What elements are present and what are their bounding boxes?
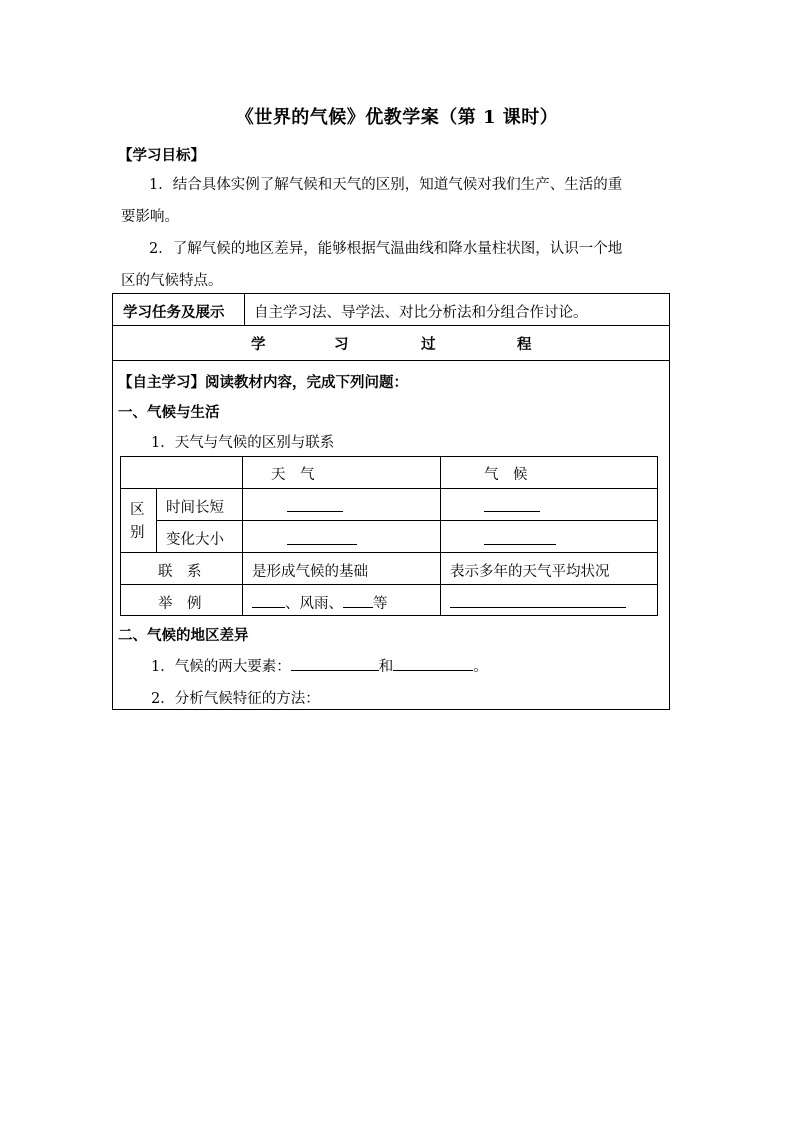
- inner-table-line: [657, 456, 658, 615]
- diff-label-char: 别: [130, 525, 145, 541]
- weather-time-blank[interactable]: [287, 497, 343, 516]
- link-weather: 是形成气候的基础: [252, 564, 368, 580]
- question-2: 2．分析气候特征的方法：: [151, 691, 320, 707]
- row-label-link: 联 系: [158, 564, 202, 580]
- process-char: 过: [421, 336, 436, 353]
- inner-table-line: [440, 456, 441, 615]
- climate-change-blank[interactable]: [484, 530, 556, 549]
- inner-table-line: [242, 456, 243, 615]
- goal-1: [121, 169, 673, 233]
- table-divider: [244, 293, 245, 325]
- climate-time-blank[interactable]: [484, 497, 540, 516]
- goal-1-line-2: 要影响。: [121, 209, 179, 225]
- col-header-weather: 天 气: [271, 467, 315, 483]
- question-1-mid: 和: [378, 659, 394, 675]
- table-divider: [112, 360, 670, 361]
- goal-1-line-1: 1．结合具体实例了解气候和天气的区别，知道气候对我们生产、生活的重: [149, 177, 623, 193]
- inner-table-line: [156, 520, 658, 521]
- goal-2-line-2: 区的气候特点。: [121, 273, 223, 289]
- table-divider: [112, 325, 670, 326]
- inner-table-line: [120, 456, 121, 615]
- section-1-heading: 一、气候与生活: [118, 404, 220, 421]
- weather-change-blank[interactable]: [287, 530, 357, 549]
- row-label-change: 变化大小: [166, 532, 224, 548]
- page-title: 《世界的气候》优教学案（第 1 课时）: [235, 107, 559, 128]
- inner-table-line: [156, 488, 157, 552]
- question-1-prefix: 1．气候的两大要素：: [151, 659, 291, 675]
- inner-table-line: [120, 584, 658, 585]
- answer-blank[interactable]: [393, 656, 473, 671]
- example-end: 等: [373, 596, 388, 612]
- section-2-heading: 二、气候的地区差异: [118, 627, 249, 644]
- task-label: 学习任务及展示: [123, 304, 225, 321]
- example-blank[interactable]: [252, 593, 285, 608]
- process-char: 学: [251, 336, 266, 353]
- inner-table-line: [120, 615, 658, 616]
- link-climate: 表示多年的天气平均状况: [450, 564, 610, 580]
- inner-table-line: [120, 552, 658, 553]
- diff-label-char: 区: [130, 502, 145, 518]
- example-text: 、风雨、: [285, 596, 343, 612]
- example-blank[interactable]: [343, 593, 373, 608]
- subsection-1: 1．天气与气候的区别与联系: [151, 435, 335, 451]
- goals-heading: 【学习目标】: [118, 147, 205, 164]
- question-1: [151, 655, 488, 676]
- example-weather: [252, 592, 388, 613]
- task-value: 自主学习法、导学法、对比分析法和分组合作讨论。: [254, 305, 588, 321]
- self-study-heading: 【自主学习】阅读教材内容，完成下列问题：: [118, 374, 408, 391]
- row-label-example: 举 例: [158, 596, 202, 612]
- goal-2: [121, 233, 673, 297]
- inner-table-line: [120, 456, 658, 457]
- row-label-time: 时间长短: [166, 500, 224, 516]
- question-1-end: 。: [473, 659, 488, 675]
- process-char: 程: [517, 336, 532, 353]
- inner-table-line: [120, 488, 658, 489]
- example-climate-blank[interactable]: [450, 593, 626, 612]
- answer-blank[interactable]: [291, 656, 379, 671]
- col-header-climate: 气 候: [484, 467, 528, 483]
- process-char: 习: [334, 336, 349, 353]
- goal-2-line-1: 2．了解气候的地区差异，能够根据气温曲线和降水量柱状图，认识一个地: [149, 241, 623, 257]
